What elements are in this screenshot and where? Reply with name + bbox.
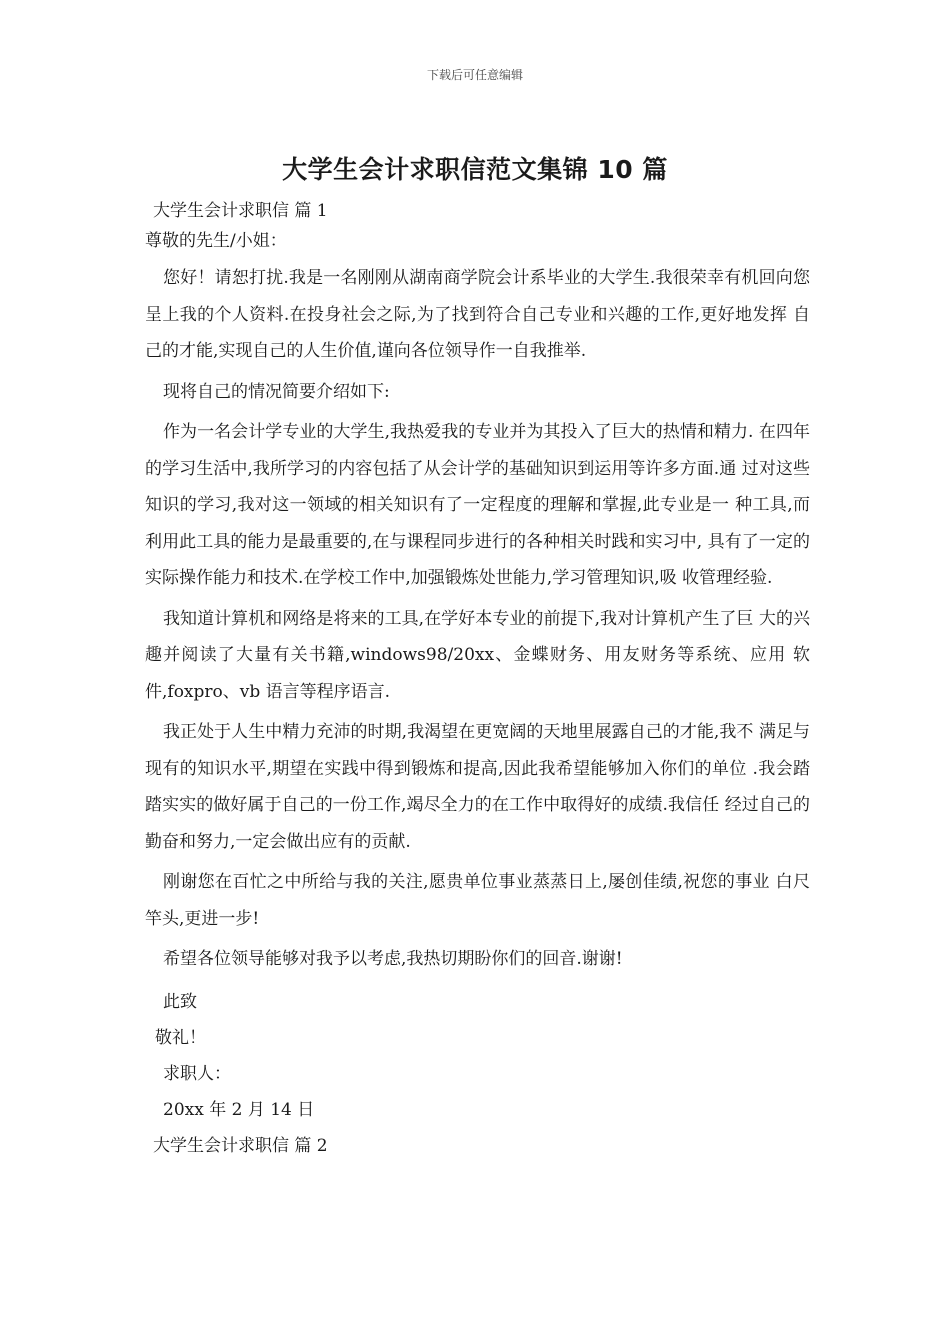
paragraph-aspiration: 我正处于人生中精力充沛的时期,我渴望在更宽阔的天地里展露自己的才能,我不 满足与现有的知识水平,期望在实践中得到锻炼和提高,因此我希望能够加入你们的单位 .我会踏踏实实的做好属于自己的一份工作,竭尽全力的在工作中取得好的成绩.我信任 经过自己的勤奋和努力,一定会做出应有的贡献. (145, 722, 810, 852)
document-body (145, 196, 810, 1164)
signer-label: 求职人： (163, 1063, 231, 1084)
salutation: 尊敬的先生/小姐： (145, 231, 287, 251)
section-heading-2: 大学生会计求职信 篇 2 (153, 1135, 328, 1156)
letter-date: 20xx 年 2 月 14 日 (163, 1099, 315, 1120)
header-note: 下载后可任意编辑 (426, 68, 523, 82)
closing-regards: 此致 (163, 991, 197, 1012)
paragraph-hope: 希望各位领导能够对我予以考虑,我热切期盼你们的回音.谢谢! (163, 949, 623, 969)
paragraph-thanks: 刚谢您在百忙之中所给与我的关注,愿贵单位事业蒸蒸日上,屡创佳绩,祝您的事业 白尺竿头,更进一步! (145, 872, 810, 929)
paragraph-education: 作为一名会计学专业的大学生,我热爱我的专业并为其投入了巨大的热情和精力. 在四年的学习生活中,我所学习的内容包括了从会计学的基础知识到运用等许多方面.通 过对这些知识的学习,我对这一领域的相关知识有了一定程度的理解和掌握,此专业是一 种工具,而利用此工具的能力是最重要的,在与课程同步进行的各种相关时践和实习中, 具有了一定的实际操作能力和技术.在学校工作中,加强锻炼处世能力,学习管理知识,吸 收管理经验. (145, 422, 810, 588)
paragraph-greeting: 您好！请恕打扰.我是一名刚刚从湖南商学院会计系毕业的大学生.我很荣幸有机回向您 呈上我的个人资料.在投身社会之际,为了找到符合自己专业和兴趣的工作,更好地发挥 自己的才能,实现自己的人生价值,谨向各位领导作一自我推举. (145, 268, 810, 361)
document-title: 大学生会计求职信范文集锦 10 篇 (282, 155, 668, 184)
section-heading-1: 大学生会计求职信 篇 1 (153, 201, 328, 221)
paragraph-intro: 现将自己的情况简要介绍如下: (163, 381, 390, 402)
closing-salute: 敬礼！ (155, 1027, 206, 1048)
paragraph-computer-skills: 我知道计算机和网络是将来的工具,在学好本专业的前提下,我对计算机产生了巨 大的兴趣并阅读了大量有关书籍,windows98/20xx、金蝶财务、用友财务等系统、应用 软件,foxpro、vb 语言等程序语言. (145, 608, 810, 702)
